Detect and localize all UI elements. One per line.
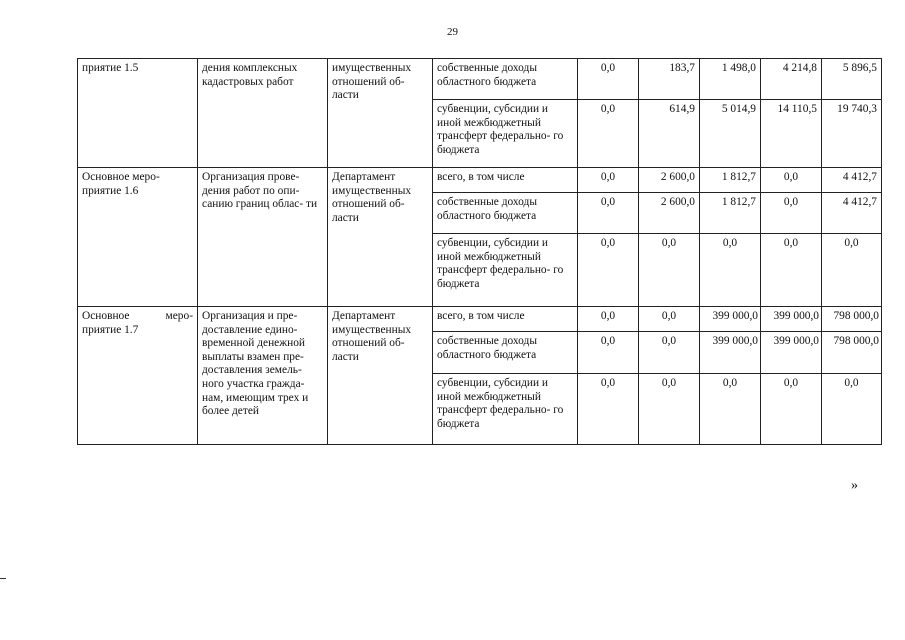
event-word: Основное — [82, 310, 130, 322]
funding-source-cell: всего, в том числе — [433, 168, 578, 193]
funding-source-cell: субвенции, субсидии и иной межбюджетный трансферт федерально- го бюджета — [433, 234, 578, 307]
value-cell: 1 812,7 — [700, 193, 761, 234]
value-cell: 2 600,0 — [639, 168, 700, 193]
table-row — [78, 59, 882, 100]
funding-source-cell: субвенции, субсидии и иной межбюджетный трансферт федерально- го бюджета — [433, 374, 578, 445]
value-cell: 0,0 — [639, 307, 700, 332]
value-cell: 5 014,9 — [700, 100, 761, 168]
event-name-cell: Организация и пре- доставление едино- временной денежной выплаты взамен пре- доставления земель- ного участка гражда- нам, имеющим трех и более детей — [198, 307, 328, 445]
value-cell: 5 896,5 — [822, 59, 882, 100]
margin-mark — [0, 578, 6, 579]
value-cell: 2 600,0 — [639, 193, 700, 234]
event-word: меро- — [165, 310, 193, 322]
value-cell: 399 000,0 — [700, 332, 761, 374]
value-cell: 0,0 — [578, 59, 639, 100]
funding-source-cell: собственные доходы областного бюджета — [433, 59, 578, 100]
event-cell: приятие 1.5 — [78, 59, 198, 168]
value-cell: 4 214,8 — [761, 59, 822, 100]
executor-cell: имущественных отношений об- ласти — [328, 59, 433, 168]
value-cell: 798 000,0 — [822, 332, 882, 374]
value-cell: 399 000,0 — [700, 307, 761, 332]
value-cell: 0,0 — [761, 374, 822, 445]
value-cell: 183,7 — [639, 59, 700, 100]
funding-source-cell: всего, в том числе — [433, 307, 578, 332]
event-word: приятие 1.7 — [82, 323, 139, 336]
value-cell: 614,9 — [639, 100, 700, 168]
value-cell: 1 812,7 — [700, 168, 761, 193]
value-cell: 0,0 — [761, 168, 822, 193]
page-number: 29 — [447, 26, 458, 38]
funding-source-cell: субвенции, субсидии и иной межбюджетный трансферт федерально- го бюджета — [433, 100, 578, 168]
value-cell: 399 000,0 — [761, 332, 822, 374]
value-cell: 0,0 — [578, 374, 639, 445]
budget-table — [77, 58, 882, 445]
value-cell: 0,0 — [578, 307, 639, 332]
value-cell: 0,0 — [761, 193, 822, 234]
value-cell: 0,0 — [578, 332, 639, 374]
table-row — [78, 307, 882, 332]
value-cell: 0,0 — [639, 374, 700, 445]
value-cell: 798 000,0 — [822, 307, 882, 332]
closing-quote: » — [851, 478, 858, 493]
value-cell: 0,0 — [639, 332, 700, 374]
value-cell: 14 110,5 — [761, 100, 822, 168]
event-cell: Основное меро- приятие 1.6 — [78, 168, 198, 307]
executor-cell: Департамент имущественных отношений об- ласти — [328, 307, 433, 445]
value-cell: 0,0 — [578, 168, 639, 193]
value-cell: 0,0 — [822, 374, 882, 445]
value-cell: 0,0 — [700, 234, 761, 307]
event-name-cell: дения комплексных кадастровых работ — [198, 59, 328, 168]
value-cell: 0,0 — [700, 374, 761, 445]
value-cell: 0,0 — [639, 234, 700, 307]
event-cell — [78, 307, 198, 445]
table-row — [78, 168, 882, 193]
value-cell: 399 000,0 — [761, 307, 822, 332]
value-cell: 4 412,7 — [822, 193, 882, 234]
funding-source-cell: собственные доходы областного бюджета — [433, 193, 578, 234]
event-name-cell: Организация прове- дения работ по опи- санию границ облас- ти — [198, 168, 328, 307]
value-cell: 0,0 — [578, 100, 639, 168]
value-cell: 0,0 — [578, 193, 639, 234]
value-cell: 0,0 — [822, 234, 882, 307]
executor-cell: Департамент имущественных отношений об- ласти — [328, 168, 433, 307]
value-cell: 4 412,7 — [822, 168, 882, 193]
funding-source-cell: собственные доходы областного бюджета — [433, 332, 578, 374]
value-cell: 0,0 — [761, 234, 822, 307]
value-cell: 19 740,3 — [822, 100, 882, 168]
value-cell: 1 498,0 — [700, 59, 761, 100]
value-cell: 0,0 — [578, 234, 639, 307]
